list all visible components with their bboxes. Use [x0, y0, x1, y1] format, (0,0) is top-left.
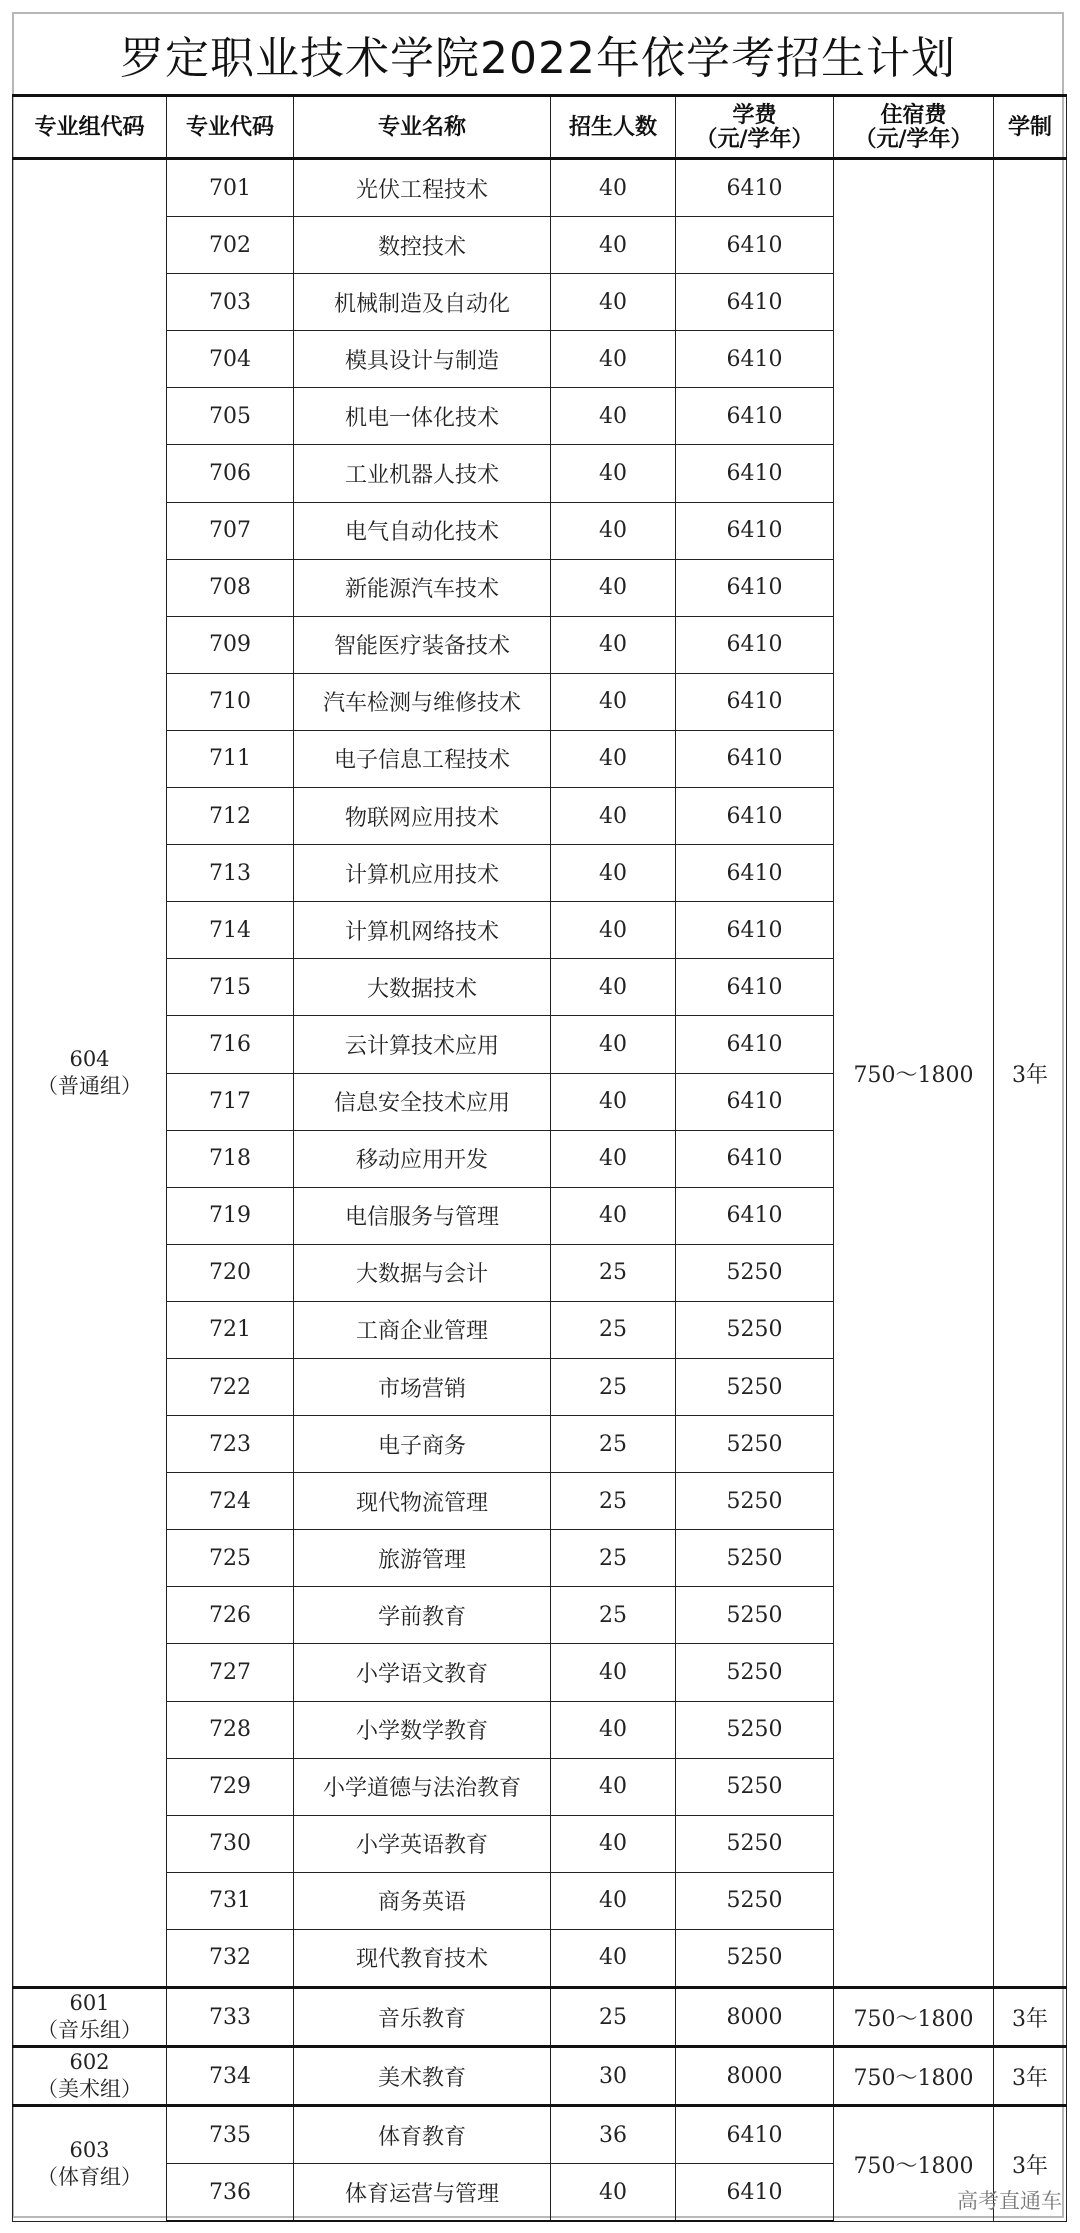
major-name-cell: 旅游管理: [294, 1530, 551, 1587]
tuition-cell: 5250: [676, 1644, 834, 1701]
major-code-cell: 717: [167, 1073, 294, 1130]
enrollment-cell: 40: [551, 217, 676, 274]
enrollment-cell: 40: [551, 959, 676, 1016]
major-name-cell: 新能源汽车技术: [294, 559, 551, 616]
group-code: 603: [69, 2138, 110, 2163]
enrollment-cell: 40: [551, 616, 676, 673]
major-name-cell: 工商企业管理: [294, 1301, 551, 1358]
tuition-cell: 5250: [676, 1530, 834, 1587]
major-name-cell: 现代教育技术: [294, 1929, 551, 1987]
enrollment-cell: 40: [551, 1929, 676, 1987]
group-code-cell: [13, 2106, 167, 2222]
enrollment-cell: 25: [551, 1358, 676, 1415]
tuition-cell: 6410: [676, 559, 834, 616]
enrollment-cell: 40: [551, 559, 676, 616]
major-name-cell: 大数据与会计: [294, 1244, 551, 1301]
major-code-cell: 702: [167, 217, 294, 274]
major-name-cell: 工业机器人技术: [294, 445, 551, 502]
group-code: 602: [69, 2050, 110, 2075]
enrollment-cell: 25: [551, 1530, 676, 1587]
tuition-cell: 5250: [676, 1872, 834, 1929]
major-code-cell: 709: [167, 616, 294, 673]
tuition-cell: 6410: [676, 1073, 834, 1130]
major-name-cell: 小学道德与法治教育: [294, 1758, 551, 1815]
enrollment-cell: 40: [551, 1130, 676, 1187]
major-code-cell: 705: [167, 388, 294, 445]
major-name-cell: 电信服务与管理: [294, 1187, 551, 1244]
tuition-cell: 5250: [676, 1358, 834, 1415]
tuition-cell: 6410: [676, 445, 834, 502]
major-name-cell: 市场营销: [294, 1358, 551, 1415]
tuition-cell: 6410: [676, 159, 834, 217]
major-code-cell: 724: [167, 1473, 294, 1530]
major-name-cell: 信息安全技术应用: [294, 1073, 551, 1130]
enrollment-cell: 40: [551, 1701, 676, 1758]
major-name-cell: 小学英语教育: [294, 1815, 551, 1872]
major-code-cell: 706: [167, 445, 294, 502]
header-enrollment: 招生人数: [551, 96, 676, 159]
group-name: （音乐组）: [37, 2018, 142, 2043]
major-name-cell: 小学数学教育: [294, 1701, 551, 1758]
enrollment-cell: 40: [551, 1815, 676, 1872]
enrollment-cell: 25: [551, 1473, 676, 1530]
major-name-cell: 美术教育: [294, 2047, 551, 2106]
table-row: [13, 1988, 1067, 2047]
enrollment-cell: 25: [551, 1416, 676, 1473]
major-name-cell: 电子商务: [294, 1416, 551, 1473]
major-code-cell: 701: [167, 159, 294, 217]
major-name-cell: 模具设计与制造: [294, 331, 551, 388]
enrollment-cell: 40: [551, 331, 676, 388]
major-name-cell: 智能医疗装备技术: [294, 616, 551, 673]
major-name-cell: 小学语文教育: [294, 1644, 551, 1701]
enrollment-cell: 40: [551, 1187, 676, 1244]
major-name-cell: 学前教育: [294, 1587, 551, 1644]
header-dorm-fee: [834, 96, 994, 159]
enrollment-cell: 40: [551, 788, 676, 845]
tuition-cell: 6410: [676, 502, 834, 559]
major-code-cell: 727: [167, 1644, 294, 1701]
tuition-cell: 5250: [676, 1244, 834, 1301]
major-name-cell: 现代物流管理: [294, 1473, 551, 1530]
major-name-cell: 计算机网络技术: [294, 902, 551, 959]
group-code: 601: [69, 1991, 110, 2016]
header-group-code: 专业组代码: [13, 96, 167, 159]
major-code-cell: 733: [167, 1988, 294, 2047]
enrollment-cell: 25: [551, 1244, 676, 1301]
enrollment-cell: 30: [551, 2047, 676, 2106]
enrollment-cell: 40: [551, 730, 676, 787]
major-name-cell: 机电一体化技术: [294, 388, 551, 445]
tuition-cell: 6410: [676, 331, 834, 388]
major-code-cell: 734: [167, 2047, 294, 2106]
group-code-cell: [13, 1988, 167, 2047]
group-name: （美术组）: [37, 2077, 142, 2102]
tuition-cell: 6410: [676, 959, 834, 1016]
tuition-cell: 6410: [676, 902, 834, 959]
major-name-cell: 汽车检测与维修技术: [294, 673, 551, 730]
enrollment-cell: 40: [551, 1758, 676, 1815]
enrollment-cell: 40: [551, 1872, 676, 1929]
major-name-cell: 体育运营与管理: [294, 2164, 551, 2222]
major-name-cell: 物联网应用技术: [294, 788, 551, 845]
major-name-cell: 计算机应用技术: [294, 845, 551, 902]
tuition-cell: 6410: [676, 1016, 834, 1073]
major-code-cell: 720: [167, 1244, 294, 1301]
page-title: 罗定职业技术学院2022年依学考招生计划: [120, 33, 956, 84]
tuition-cell: 6410: [676, 2106, 834, 2164]
group-name: （体育组）: [37, 2165, 142, 2190]
group-code-cell: [13, 2047, 167, 2106]
enrollment-cell: 40: [551, 1644, 676, 1701]
major-code-cell: 712: [167, 788, 294, 845]
duration-cell: 3年: [994, 2106, 1067, 2222]
major-code-cell: 716: [167, 1016, 294, 1073]
tuition-cell: 6410: [676, 845, 834, 902]
group-name: （普通组）: [37, 1074, 142, 1098]
enrollment-cell: 40: [551, 388, 676, 445]
major-name-cell: 光伏工程技术: [294, 159, 551, 217]
enrollment-cell: 25: [551, 1988, 676, 2047]
tuition-cell: 6410: [676, 788, 834, 845]
major-code-cell: 731: [167, 1872, 294, 1929]
major-code-cell: 714: [167, 902, 294, 959]
major-code-cell: 713: [167, 845, 294, 902]
header-dorm-line1: 住宿费: [880, 102, 947, 128]
table-row: [13, 159, 1067, 217]
tuition-cell: 6410: [676, 616, 834, 673]
group-code: 604: [69, 1047, 110, 1071]
major-code-cell: 725: [167, 1530, 294, 1587]
tuition-cell: 6410: [676, 1187, 834, 1244]
major-code-cell: 729: [167, 1758, 294, 1815]
major-name-cell: 数控技术: [294, 217, 551, 274]
watermark: 高考直通车: [957, 2189, 1062, 2213]
table-header-row: [13, 96, 1067, 159]
tuition-cell: 5250: [676, 1301, 834, 1358]
header-tuition-line1: 学费: [732, 102, 777, 128]
enrollment-cell: 40: [551, 2164, 676, 2222]
table-row: [13, 2106, 1067, 2164]
enrollment-cell: 25: [551, 1301, 676, 1358]
enrollment-cell: 40: [551, 445, 676, 502]
tuition-cell: 6410: [676, 388, 834, 445]
header-major-code: 专业代码: [167, 96, 294, 159]
enrollment-cell: 40: [551, 502, 676, 559]
enrollment-cell: 40: [551, 845, 676, 902]
tuition-cell: 5250: [676, 1587, 834, 1644]
enrollment-cell: 40: [551, 673, 676, 730]
enrollment-cell: 36: [551, 2106, 676, 2164]
major-name-cell: 大数据技术: [294, 959, 551, 1016]
tuition-cell: 8000: [676, 1988, 834, 2047]
header-dorm-line2: （元/学年）: [854, 126, 973, 152]
dorm-fee-cell: 750～1800: [834, 159, 994, 1988]
major-name-cell: 机械制造及自动化: [294, 274, 551, 331]
major-code-cell: 703: [167, 274, 294, 331]
major-name-cell: 电子信息工程技术: [294, 730, 551, 787]
tuition-cell: 6410: [676, 673, 834, 730]
enrollment-plan-table: [12, 94, 1067, 2222]
major-code-cell: 718: [167, 1130, 294, 1187]
dorm-fee-cell: 750～1800: [834, 2106, 994, 2222]
enrollment-cell: 40: [551, 1073, 676, 1130]
major-name-cell: 体育教育: [294, 2106, 551, 2164]
header-tuition: [676, 96, 834, 159]
tuition-cell: 5250: [676, 1758, 834, 1815]
tuition-cell: 6410: [676, 1130, 834, 1187]
enrollment-cell: 40: [551, 274, 676, 331]
tuition-cell: 8000: [676, 2047, 834, 2106]
enrollment-cell: 40: [551, 902, 676, 959]
dorm-fee-cell: 750～1800: [834, 2047, 994, 2106]
major-code-cell: 722: [167, 1358, 294, 1415]
dorm-fee-cell: 750～1800: [834, 1988, 994, 2047]
major-code-cell: 708: [167, 559, 294, 616]
major-code-cell: 730: [167, 1815, 294, 1872]
tuition-cell: 5250: [676, 1815, 834, 1872]
group-code-cell: [13, 159, 167, 1988]
header-major-name: 专业名称: [294, 96, 551, 159]
tuition-cell: 5250: [676, 1929, 834, 1987]
major-name-cell: 音乐教育: [294, 1988, 551, 2047]
tuition-cell: 6410: [676, 217, 834, 274]
tuition-cell: 5250: [676, 1701, 834, 1758]
major-name-cell: 电气自动化技术: [294, 502, 551, 559]
major-code-cell: 719: [167, 1187, 294, 1244]
table-row: [13, 2047, 1067, 2106]
major-name-cell: 云计算技术应用: [294, 1016, 551, 1073]
major-code-cell: 710: [167, 673, 294, 730]
enrollment-cell: 25: [551, 1587, 676, 1644]
duration-cell: 3年: [994, 2047, 1067, 2106]
tuition-cell: 6410: [676, 730, 834, 787]
major-code-cell: 732: [167, 1929, 294, 1987]
duration-cell: 3年: [994, 1988, 1067, 2047]
major-name-cell: 移动应用开发: [294, 1130, 551, 1187]
major-code-cell: 721: [167, 1301, 294, 1358]
enrollment-cell: 40: [551, 159, 676, 217]
major-code-cell: 704: [167, 331, 294, 388]
header-tuition-line2: （元/学年）: [695, 126, 814, 152]
enrollment-cell: 40: [551, 1016, 676, 1073]
tuition-cell: 5250: [676, 1416, 834, 1473]
major-code-cell: 735: [167, 2106, 294, 2164]
major-code-cell: 707: [167, 502, 294, 559]
tuition-cell: 6410: [676, 274, 834, 331]
major-code-cell: 711: [167, 730, 294, 787]
duration-cell: 3年: [994, 159, 1067, 1988]
header-duration: 学制: [994, 96, 1067, 159]
tuition-cell: 6410: [676, 2164, 834, 2222]
major-code-cell: 723: [167, 1416, 294, 1473]
major-code-cell: 726: [167, 1587, 294, 1644]
major-code-cell: 736: [167, 2164, 294, 2222]
tuition-cell: 5250: [676, 1473, 834, 1530]
major-code-cell: 715: [167, 959, 294, 1016]
major-code-cell: 728: [167, 1701, 294, 1758]
table-body: [13, 159, 1067, 2222]
major-name-cell: 商务英语: [294, 1872, 551, 1929]
